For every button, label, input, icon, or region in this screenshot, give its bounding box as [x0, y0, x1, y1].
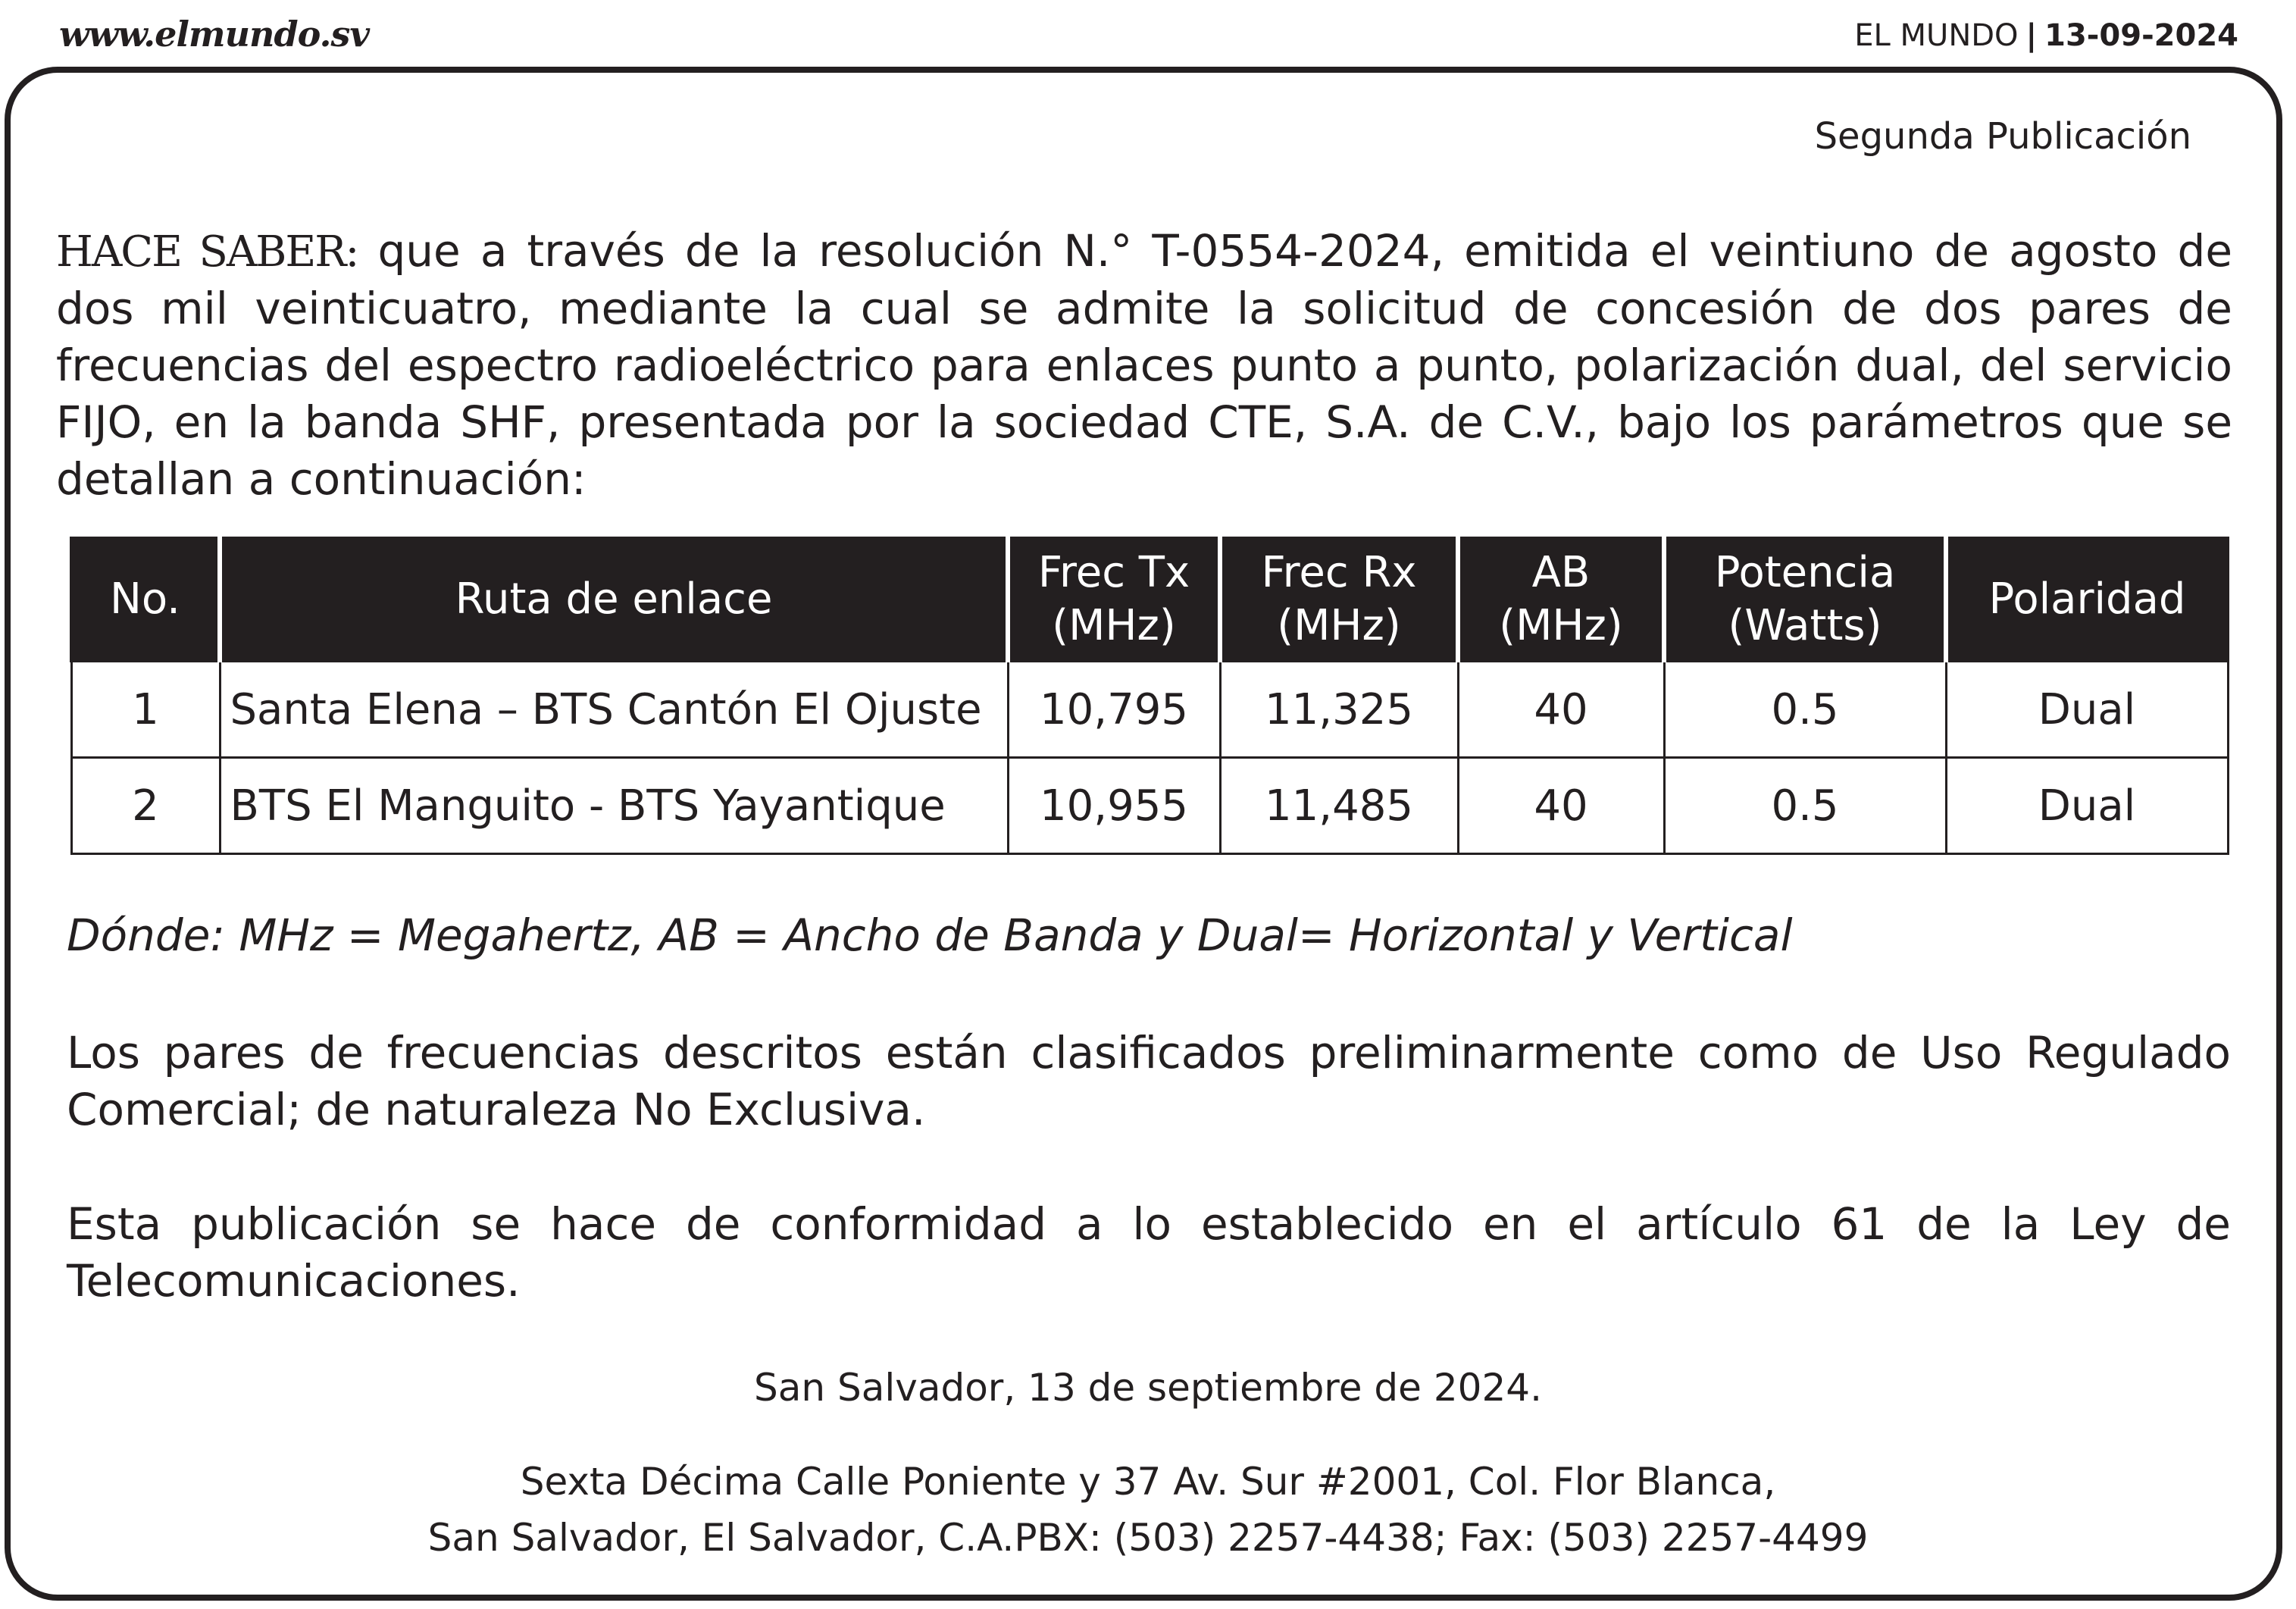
frequency-table [70, 537, 2229, 855]
intro-text: que a través de la resolución N.° T-0554-2024, emitida el veintiuno de agosto de dos mil veinticuatro, mediante la cual se admite la solicitud de concesión de dos pares de frecuencias del espectro radioeléctrico para enlaces punto a punto, polarización dual, del servicio FIJO, en la banda SHF, presentada por la sociedad CTE, S.A. de C.V., bajo los parámetros que se detallan a continuación: [56, 225, 2232, 505]
address-line-1: Sexta Décima Calle Poniente y 37 Av. Sur #2001, Col. Flor Blanca, [520, 1460, 1776, 1504]
table-header-row [71, 538, 2228, 661]
cell-bandwidth: 40 [1458, 661, 1664, 758]
header-bandwidth: AB (MHz) [1458, 538, 1664, 661]
cell-no: 2 [71, 758, 220, 854]
table-row [71, 758, 2228, 854]
header-freq-rx: Frec Rx (MHz) [1220, 538, 1458, 661]
definitions-note [67, 909, 1793, 961]
note-text: MHz = Megahertz, AB = Ancho de Banda y Dual= Horizontal y Vertical [224, 909, 1793, 961]
classification-paragraph: Los pares de frecuencias descritos están clasificados preliminarmente como de Uso Regulado Comercial; de naturaleza No Exclusiva. [67, 1027, 2231, 1135]
header-route: Ruta de enlace [220, 538, 1008, 661]
masthead [1854, 18, 2238, 53]
note-label: Dónde: [67, 909, 225, 961]
place-date: San Salvador, 13 de septiembre de 2024. [754, 1366, 1542, 1410]
masthead-name: EL MUNDO [1854, 18, 2019, 53]
masthead-separator: | [2025, 18, 2038, 53]
cell-bandwidth: 40 [1458, 758, 1664, 854]
cell-freq-rx: 11,485 [1220, 758, 1458, 854]
cell-freq-tx: 10,955 [1008, 758, 1220, 854]
cell-freq-rx: 11,325 [1220, 661, 1458, 758]
cell-route: Santa Elena – BTS Cantón El Ojuste [220, 661, 1008, 758]
cell-polarity: Dual [1946, 758, 2228, 854]
header-power: Potencia (Watts) [1664, 538, 1946, 661]
site-url: www.elmundo.sv [59, 14, 370, 55]
header-no: No. [71, 538, 220, 661]
publication-label: Segunda Publicación [1814, 115, 2191, 158]
cell-freq-tx: 10,795 [1008, 661, 1220, 758]
cell-power: 0.5 [1664, 758, 1946, 854]
header-polarity: Polaridad [1946, 538, 2228, 661]
header-freq-tx: Frec Tx (MHz) [1008, 538, 1220, 661]
address-block [0, 1454, 2296, 1566]
lead-text: HACE SABER: [56, 227, 358, 277]
intro-paragraph [56, 223, 2232, 508]
cell-power: 0.5 [1664, 661, 1946, 758]
masthead-date: 13-09-2024 [2044, 18, 2238, 53]
address-line-2: San Salvador, El Salvador, C.A.PBX: (503) 2257-4438; Fax: (503) 2257-4499 [427, 1516, 1869, 1560]
table-row [71, 661, 2228, 758]
cell-no: 1 [71, 661, 220, 758]
cell-route: BTS El Manguito - BTS Yayantique [220, 758, 1008, 854]
legal-paragraph: Esta publicación se hace de conformidad a lo establecido en el artículo 61 de la Ley de Telecomunicaciones. [67, 1198, 2231, 1307]
cell-polarity: Dual [1946, 661, 2228, 758]
